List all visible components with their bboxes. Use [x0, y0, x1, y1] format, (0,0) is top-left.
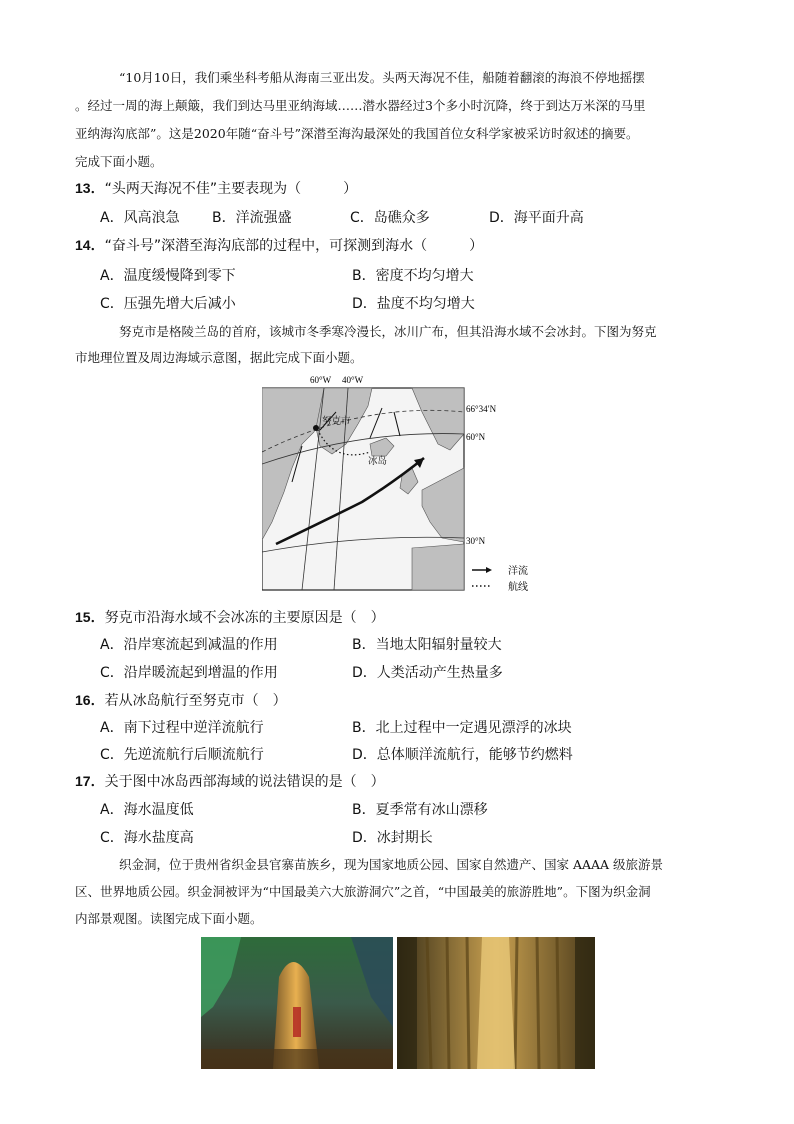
q17-option-d: D．冰封期长 [352, 830, 433, 846]
lat-label-30n: 30°N [466, 536, 486, 546]
question-16-number: 16． [75, 692, 105, 708]
passage2-line-2: 市地理位置及周边海域示意图，据此完成下面小题。 [75, 350, 363, 365]
q16-option-c: C．先逆流航行后顺流航行 [100, 747, 264, 763]
q15-option-d: D．人类活动产生热量多 [352, 665, 503, 681]
q16-option-d: D．总体顺洋流航行，能够节约燃料 [352, 747, 573, 763]
passage3-line-1: 织金洞，位于贵州省织金县官寨苗族乡，现为国家地质公园、国家自然遗产、国家 AAAA 级旅游景 [119, 857, 664, 872]
passage1-line-1: “10月10日，我们乘坐科考船从海南三亚出发。头两天海况不佳，船随着翻滚的海浪不停地摇摆 [119, 70, 645, 85]
nuuk-location-map [262, 372, 534, 594]
passage1-line-3: 亚纳海沟底部”。这是2020年随“奋斗号”深潜至海沟最深处的我国首位女科学家被采访时叙述的摘要。 [75, 126, 639, 141]
lon-label-40w: 40°W [342, 375, 364, 385]
nuuk-city-label: 努克市 [322, 416, 351, 427]
question-14 [75, 235, 483, 255]
question-13-number: 13． [75, 180, 105, 196]
legend-route-label: 航线 [508, 582, 528, 593]
q14-option-a: A．温度缓慢降到零下 [100, 268, 236, 284]
lat-label-60n: 60°N [466, 432, 486, 442]
dark-edge-left [397, 937, 417, 1069]
q13-option-d: D．海平面升高 [489, 210, 584, 226]
q14-option-d: D．盐度不均匀增大 [352, 296, 475, 312]
q16-option-b: B．北上过程中一定遇见漂浮的冰块 [352, 720, 572, 736]
central-flowstone [477, 937, 515, 1069]
question-16 [75, 690, 287, 710]
question-17-stem: 关于图中冰岛西部海域的说法错误的是（ ） [104, 774, 385, 790]
passage1-line-4: 完成下面小题。 [75, 154, 163, 169]
q13-option-a: A．风高浪急 [100, 210, 180, 226]
question-17 [75, 771, 385, 791]
q17-option-c: C．海水盐度高 [100, 830, 194, 846]
legend-current-arrow [486, 567, 492, 573]
cave-photo-right [397, 937, 595, 1069]
question-16-stem: 若从冰岛航行至努克市（ ） [104, 693, 287, 709]
dark-edge-right [575, 937, 595, 1069]
passage3-line-2: 区、世界地质公园。织金洞被评为“中国最美六大旅游洞穴”之首，“中国最美的旅游胜地”。下图为织金洞 [75, 884, 651, 899]
question-17-number: 17． [75, 773, 105, 789]
q13-option-c: C．岛礁众多 [350, 210, 430, 226]
q16-option-a: A．南下过程中逆洋流航行 [100, 720, 264, 736]
question-14-stem: “奋斗号”深潜至海沟底部的过程中，可探测到海水（ ） [104, 238, 484, 254]
question-13-stem: “头两天海况不佳”主要表现为（ ） [104, 181, 358, 197]
africa-land [412, 544, 464, 590]
iceland-label: 冰岛 [368, 456, 388, 467]
cave-floor [201, 1049, 393, 1069]
question-15-number: 15． [75, 609, 105, 625]
q15-option-c: C．沿岸暖流起到增温的作用 [100, 665, 278, 681]
legend-current-label: 洋流 [508, 566, 528, 577]
lon-label-60w: 60°W [310, 375, 332, 385]
question-14-number: 14． [75, 237, 105, 253]
q17-option-b: B．夏季常有冰山漂移 [352, 802, 488, 818]
q17-option-a: A．海水温度低 [100, 802, 194, 818]
lat-label-arctic-circle: 66°34′N [466, 404, 497, 414]
q15-option-a: A．沿岸寒流起到减温的作用 [100, 637, 278, 653]
question-15 [75, 607, 385, 627]
red-inscription [293, 1007, 301, 1037]
question-15-stem: 努克市沿海水域不会冰冻的主要原因是（ ） [104, 610, 385, 626]
question-13 [75, 178, 357, 198]
q14-option-b: B．密度不均匀增大 [352, 268, 474, 284]
q13-option-b: B．洋流强盛 [212, 210, 292, 226]
cave-photo-left [201, 937, 393, 1069]
passage1-line-2: 。经过一周的海上颠簸，我们到达马里亚纳海域……潜水器经过3个多小时沉降，终于到达万米深的马里 [75, 98, 646, 113]
passage2-line-1: 努克市是格陵兰岛的首府，该城市冬季寒冷漫长，冰川广布，但其沿海水域不会冰封。下图为努克 [119, 324, 657, 339]
q14-option-c: C．压强先增大后减小 [100, 296, 236, 312]
q15-option-b: B．当地太阳辐射量较大 [352, 637, 502, 653]
nuuk-city-marker [313, 425, 319, 431]
passage3-line-3: 内部景观图。读图完成下面小题。 [75, 911, 263, 926]
